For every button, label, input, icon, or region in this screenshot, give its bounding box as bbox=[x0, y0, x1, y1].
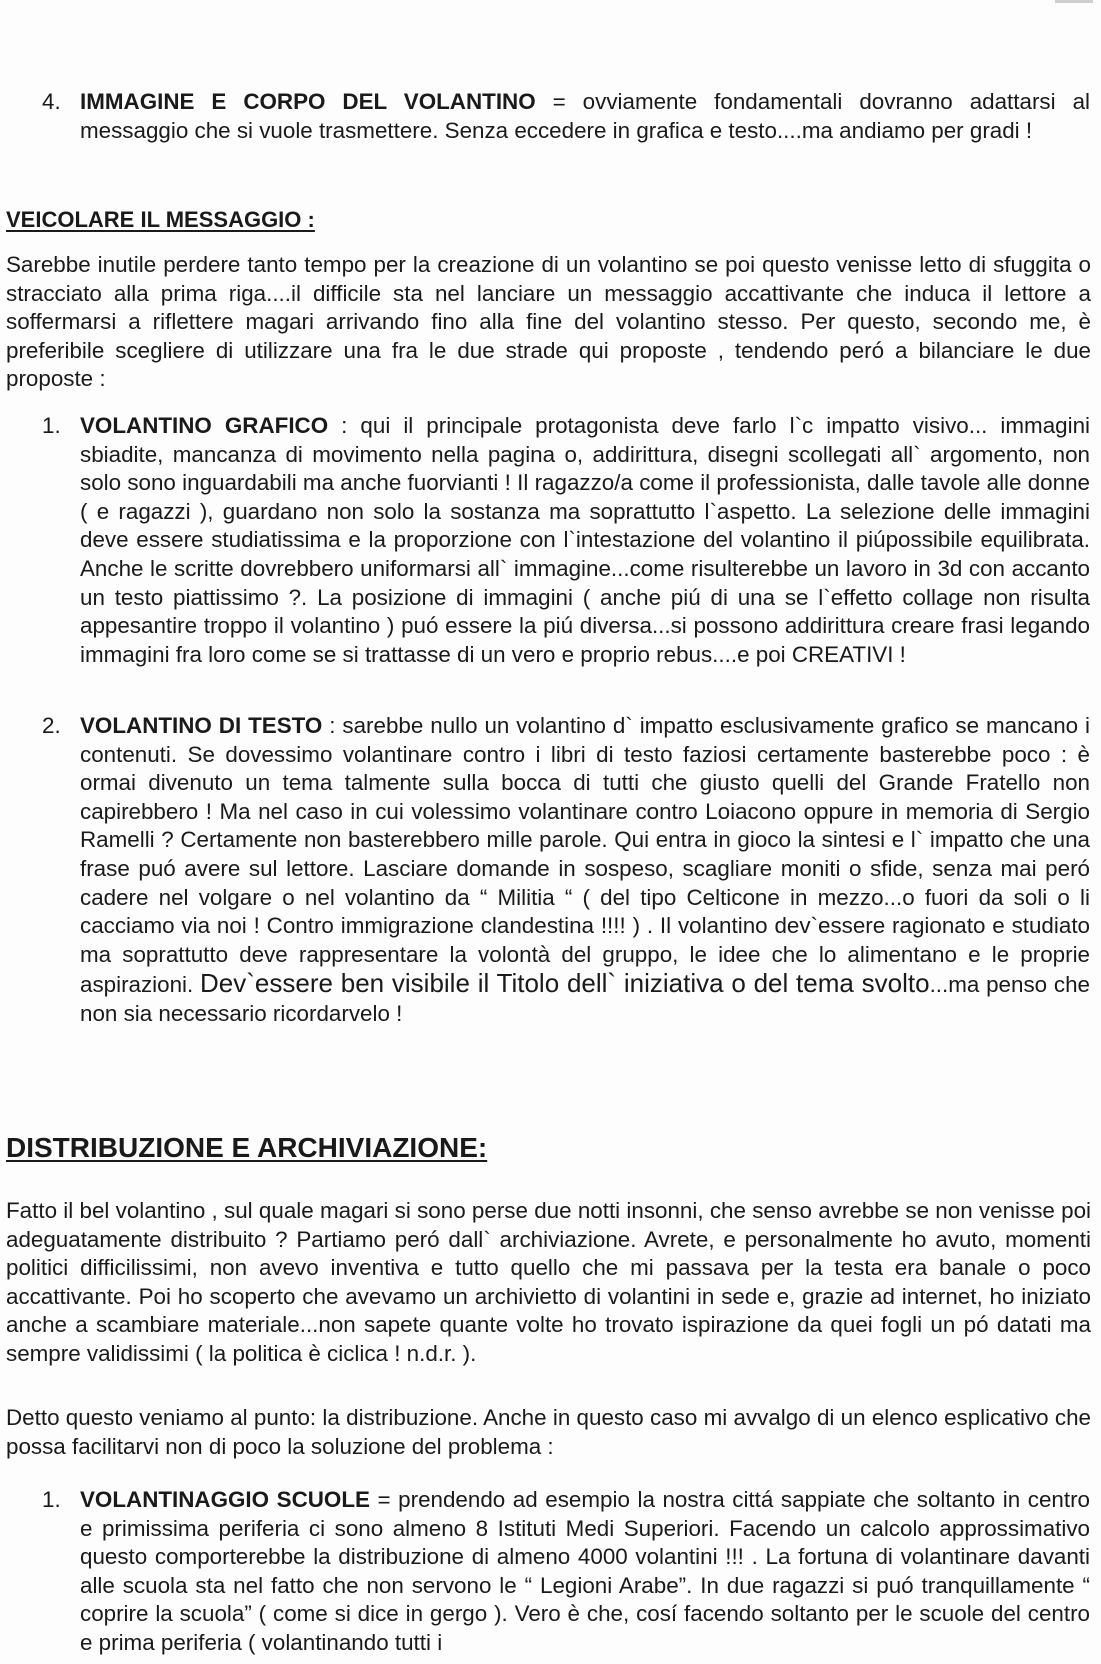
item-text: = prendendo ad esempio la nostra cittá sappiate che soltanto in centro e primissima periferia ci sono almeno 8 Istituti Medi Superiori. Facendo un calcolo approssimativo questo comporterebbe la distribuzione di almeno 4000 volantini !!! . La fortuna di volantinare davanti alle scuola sta nel fatto che non servono le “ Legioni Arabe”. In due ragazzi si puó tranquillamente “ coprire la scuola” ( come si dice in gergo ). Vero è che, cosí facendo soltanto per le scuole del centro e prima periferia ( volantinando tutti i bbox=[80, 1487, 1090, 1655]
list-item-volantino-grafico bbox=[80, 412, 1090, 669]
item-text: : sarebbe nullo un volantino d` impatto esclusivamente grafico se mancano i contenuti. Se dovessimo volantinare contro i libri di testo faziosi certamente basterebbe poco : è ormai divenuto un tema talmente sulla bocca di tutti che giusto quelli del Grande Fratello non capirebbero ! Ma nel caso in cui volessimo volantinare contro Loiacono oppure in memoria di Sergio Ramelli ? Certamente non basterebbero mille parole. Qui entra in gioco la sintesi e l` impatto che una frase puó avere sul lettore. Lasciare domande in sospeso, scagliare moniti o sfide, senza mai peró cadere nel volgare o nel volantino da “ Militia “ ( del tipo Celticone in mezzo...o fuori da soli o li cacciamo via noi ! Contro immigrazione clandestina !!!! ) . Il volantino dev`essere ragionato e studiato ma soprattutto deve rappresentare la volontà del gruppo, le idee che lo alimentano e le proprie aspirazioni. bbox=[80, 713, 1090, 998]
list-item-immagine-corpo bbox=[80, 88, 1090, 145]
item-text: = ovviamente fondamentali dovranno adattarsi al messaggio che si vuole trasmettere. Senza eccedere in grafica e testo....ma andiamo per gradi ! bbox=[80, 89, 1090, 143]
emphasis-sentence: Dev`essere ben visibile il Titolo dell` iniziativa o del tema svolto bbox=[200, 968, 930, 999]
item-title: IMMAGINE E CORPO DEL VOLANTINO bbox=[80, 89, 536, 114]
list-number-4: 4. bbox=[42, 89, 61, 114]
paragraph-distribuzione: Detto questo veniamo al punto: la distribuzione. Anche in questo caso mi avvalgo di un elenco esplicativo che possa facilitarvi non di poco la soluzione del problema : bbox=[6, 1405, 1091, 1459]
item-tail: ...ma penso che non sia necessario ricordarvelo ! bbox=[80, 972, 1090, 1026]
list-item-volantino-testo bbox=[80, 712, 1090, 1029]
section-heading-veicolare: VEICOLARE IL MESSAGGIO : bbox=[6, 207, 315, 232]
item-title: VOLANTINO DI TESTO bbox=[80, 713, 323, 738]
section-heading-distribuzione: DISTRIBUZIONE E ARCHIVIAZIONE: bbox=[6, 1132, 488, 1163]
paragraph-veicolare-intro: Sarebbe inutile perdere tanto tempo per la creazione di un volantino se poi questo venisse letto di sfuggita o stracciato alla prima riga....il difficile sta nel lanciare un messaggio accattivante che induca il lettore a soffermarsi a riflettere magari arrivando fino alla fine del volantino stesso. Per questo, secondo me, è preferibile scegliere di utilizzare una fra le due strade qui proposte , tendendo peró a bilanciare le due proposte : bbox=[6, 252, 1091, 392]
item-text: : qui il principale protagonista deve farlo l`c impatto visivo... immagini sbiadite, mancanza di movimento nella pagina o, addirittura, disegni scollegati all` argomento, non solo sono inguardabili ma anche fuorvianti ! Il ragazzo/a come il professionista, dalle tavole alle donne ( e ragazzi ), guardano non solo la sostanza ma soprattutto l`aspetto. La selezione delle immagini deve essere studiatissima e la proporzione con l`intestazione del volantino il piúpossibile equilibrata. Anche le scritte dovrebbero uniformarsi all` immagine...come risulterebbe un lavoro in 3d con accanto un testo piattissimo ?. La posizione di immagini ( anche piú di una se l`effetto collage non risulta appesantire troppo il volantino ) puó essere la piú diversa...si possono addirittura creare frasi legando immagini fra loro come se si trattasse di un vero e proprio rebus....e poi CREATIVI ! bbox=[80, 413, 1090, 667]
item-title: VOLANTINAGGIO SCUOLE bbox=[80, 1487, 370, 1512]
scan-mark bbox=[1055, 0, 1093, 3]
list-number-1: 1. bbox=[42, 413, 61, 438]
paragraph-archiviazione: Fatto il bel volantino , sul quale magari si sono perse due notti insonni, che senso avrebbe se non venisse poi adeguatamente distribuito ? Partiamo peró dall` archiviazione. Avrete, e personalmente ho avuto, momenti politici difficilissimi, non avevo inventiva e tutto quello che mi passava per la testa era banale o poco accattivante. Poi ho scoperto che avevamo un archivietto di volantini in sede e, grazie ad internet, ho iniziato anche a scambiare materiale...non sapete quante volte ho trovato ispirazione da quei fogli un pó datati ma sempre validissimi ( la politica è ciclica ! n.d.r. ). bbox=[6, 1198, 1091, 1366]
item-title: VOLANTINO GRAFICO bbox=[80, 413, 329, 438]
list-item-volantinaggio-scuole bbox=[80, 1486, 1090, 1658]
list-number-1: 1. bbox=[42, 1487, 61, 1512]
list-number-2: 2. bbox=[42, 713, 61, 738]
